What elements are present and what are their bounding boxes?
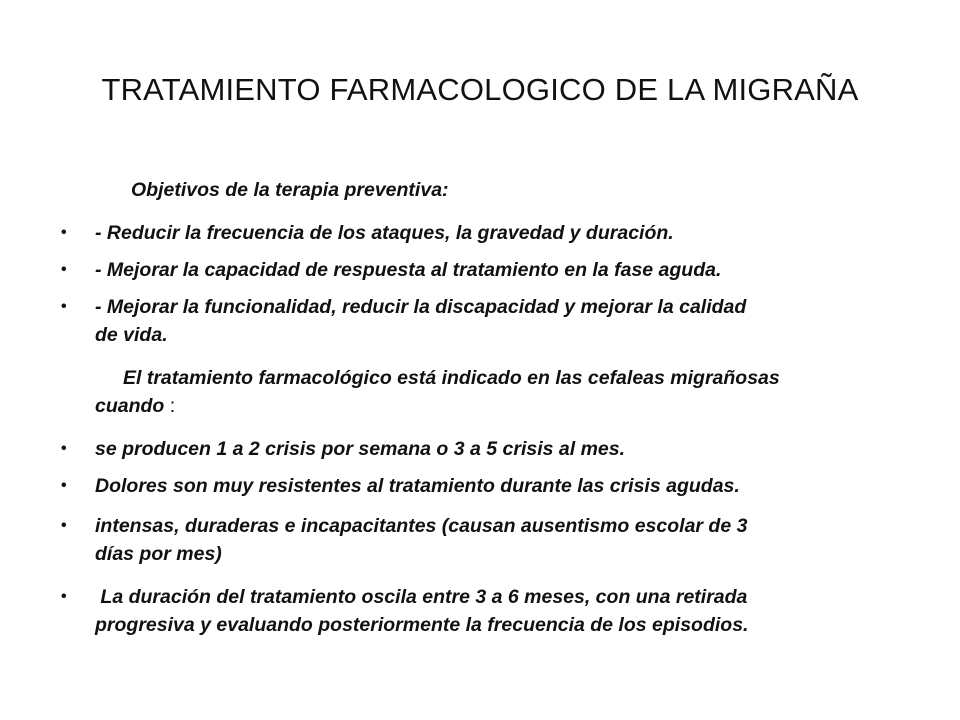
slide-title: TRATAMIENTO FARMACOLOGICO DE LA MIGRAÑA [101,72,859,107]
indication-item: Dolores son muy resistentes al tratamiento durante las crisis agudas. [95,475,740,497]
indication-item-continuation: días por mes) [95,543,222,565]
indication-heading: El tratamiento farmacológico está indicado en las cefaleas migrañosas [123,367,780,389]
indication-heading-continuation [95,393,175,419]
bullet-icon: • [61,261,67,278]
indication-item: La duración del tratamiento oscila entre 3 a 6 meses, con una retirada [95,586,748,608]
indication-heading-colon: : [164,395,176,417]
objectives-heading: Objetivos de la terapia preventiva: [131,179,449,201]
objective-item: - Mejorar la funcionalidad, reducir la discapacidad y mejorar la calidad [95,296,747,318]
bullet-icon: • [61,588,67,605]
bullet-icon: • [61,440,67,457]
objective-item: - Reducir la frecuencia de los ataques, la gravedad y duración. [95,222,674,244]
indication-item-continuation: progresiva y evaluando posteriormente la frecuencia de los episodios. [95,614,749,636]
indication-item: se producen 1 a 2 crisis por semana o 3 a 5 crisis al mes. [95,438,626,460]
objective-item: - Mejorar la capacidad de respuesta al tratamiento en la fase aguda. [95,259,722,281]
objective-item-continuation: de vida. [95,324,168,346]
bullet-icon: • [61,517,67,534]
indication-item: intensas, duraderas e incapacitantes (causan ausentismo escolar de 3 [95,515,748,537]
bullet-icon: • [61,477,67,494]
bullet-icon: • [61,298,67,315]
indication-heading-word: cuando [95,395,165,417]
bullet-icon: • [61,224,67,241]
